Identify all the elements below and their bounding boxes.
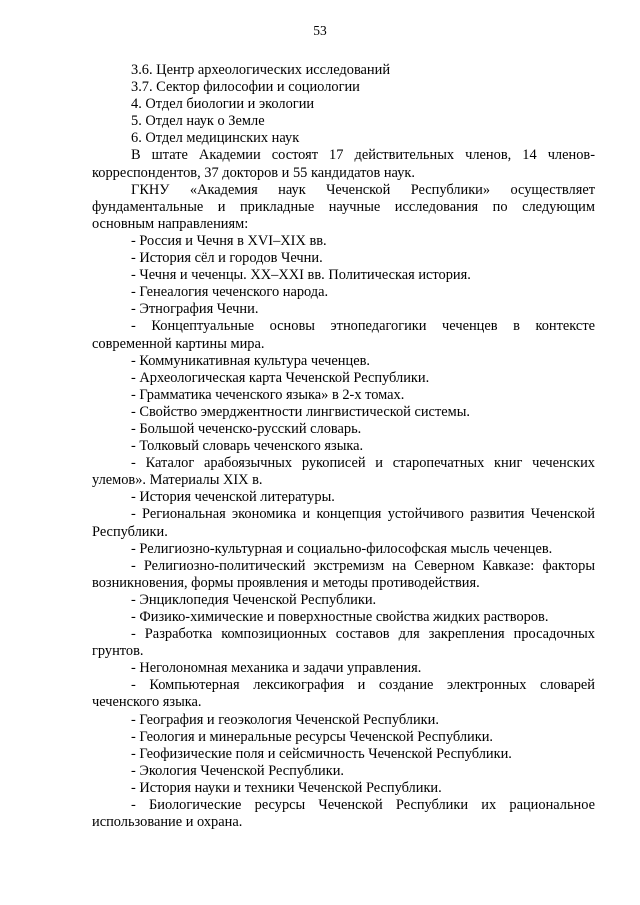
- research-direction-item: - Неголономная механика и задачи управления.: [131, 660, 422, 677]
- research-direction-item: - Энциклопедия Чеченской Республики.: [131, 591, 377, 608]
- research-intro-paragraph: ГКНУ «Академия наук Чеченской Республики» осуществляет фундаментальные и прикладные научные исследования по следующим основным направлениям:: [92, 181, 595, 232]
- research-direction-item: - Археологическая карта Чеченской Республики.: [131, 369, 430, 386]
- research-direction-item: - Каталог арабоязычных рукописей и старопечатных книг чеченских улемов». Материалы XIX в.: [92, 455, 595, 489]
- page-number: 53: [313, 23, 327, 38]
- section-item-3-7: 3.7. Сектор философии и социологии: [131, 79, 360, 96]
- research-direction-item: - Компьютерная лексикография и создание электронных словарей чеченского языка.: [92, 677, 595, 711]
- research-direction-item: - Концептуальные основы этнопедагогики чеченцев в контексте современной картины мира.: [92, 318, 595, 352]
- research-direction-item: - Россия и Чечня в XVI–XIX вв.: [131, 232, 327, 249]
- section-item-5: 5. Отдел наук о Земле: [131, 113, 265, 130]
- section-item-6: 6. Отдел медицинских наук: [131, 130, 300, 147]
- research-direction-item: - Биологические ресурсы Чеченской Республики их рациональное использование и охрана.: [92, 797, 595, 831]
- research-direction-item: - Разработка композиционных составов для закрепления просадочных грунтов.: [92, 626, 595, 660]
- research-direction-item: - История сёл и городов Чечни.: [131, 250, 323, 267]
- research-direction-item: - Толковый словарь чеченского языка.: [131, 438, 364, 455]
- research-direction-item: - Свойство эмерджентности лингвистической системы.: [131, 403, 470, 420]
- research-direction-item: - Религиозно-культурная и социально-философская мысль чеченцев.: [131, 540, 553, 557]
- research-direction-item: - Грамматика чеченского языка» в 2-х томах.: [131, 386, 405, 403]
- research-direction-item: - Религиозно-политический экстремизм на Северном Кавказе: факторы возникновения, формы проявления и методы противодействия.: [92, 557, 595, 591]
- section-item-3-6: 3.6. Центр археологических исследований: [131, 62, 391, 78]
- document-body: [92, 62, 595, 831]
- research-direction-item: - История науки и техники Чеченской Республики.: [131, 779, 442, 796]
- research-direction-item: - Экология Чеченской Республики.: [131, 762, 344, 779]
- research-direction-item: - Этнография Чечни.: [131, 301, 259, 318]
- research-direction-item: - Генеалогия чеченского народа.: [131, 284, 329, 301]
- research-direction-item: - Геофизические поля и сейсмичность Чеченской Республики.: [131, 745, 512, 762]
- research-direction-item: - Региональная экономика и концепция устойчивого развития Чеченской Республики.: [92, 506, 595, 540]
- research-direction-item: - Геология и минеральные ресурсы Чеченской Республики.: [131, 728, 494, 745]
- staff-paragraph: В штате Академии состоят 17 действительных членов, 14 членов-корреспондентов, 37 докторов и 55 кандидатов наук.: [92, 147, 595, 181]
- research-direction-item: - Большой чеченско-русский словарь.: [131, 420, 362, 437]
- research-direction-item: - Коммуникативная культура чеченцев.: [131, 352, 370, 369]
- research-direction-item: - География и геоэкология Чеченской Республики.: [131, 711, 439, 728]
- research-direction-item: - История чеченской литературы.: [131, 489, 335, 506]
- research-direction-item: - Чечня и чеченцы. XX–XXI вв. Политическая история.: [131, 267, 471, 284]
- section-item-4: 4. Отдел биологии и экологии: [131, 96, 315, 113]
- research-direction-item: - Физико-химические и поверхностные свойства жидких растворов.: [131, 609, 549, 625]
